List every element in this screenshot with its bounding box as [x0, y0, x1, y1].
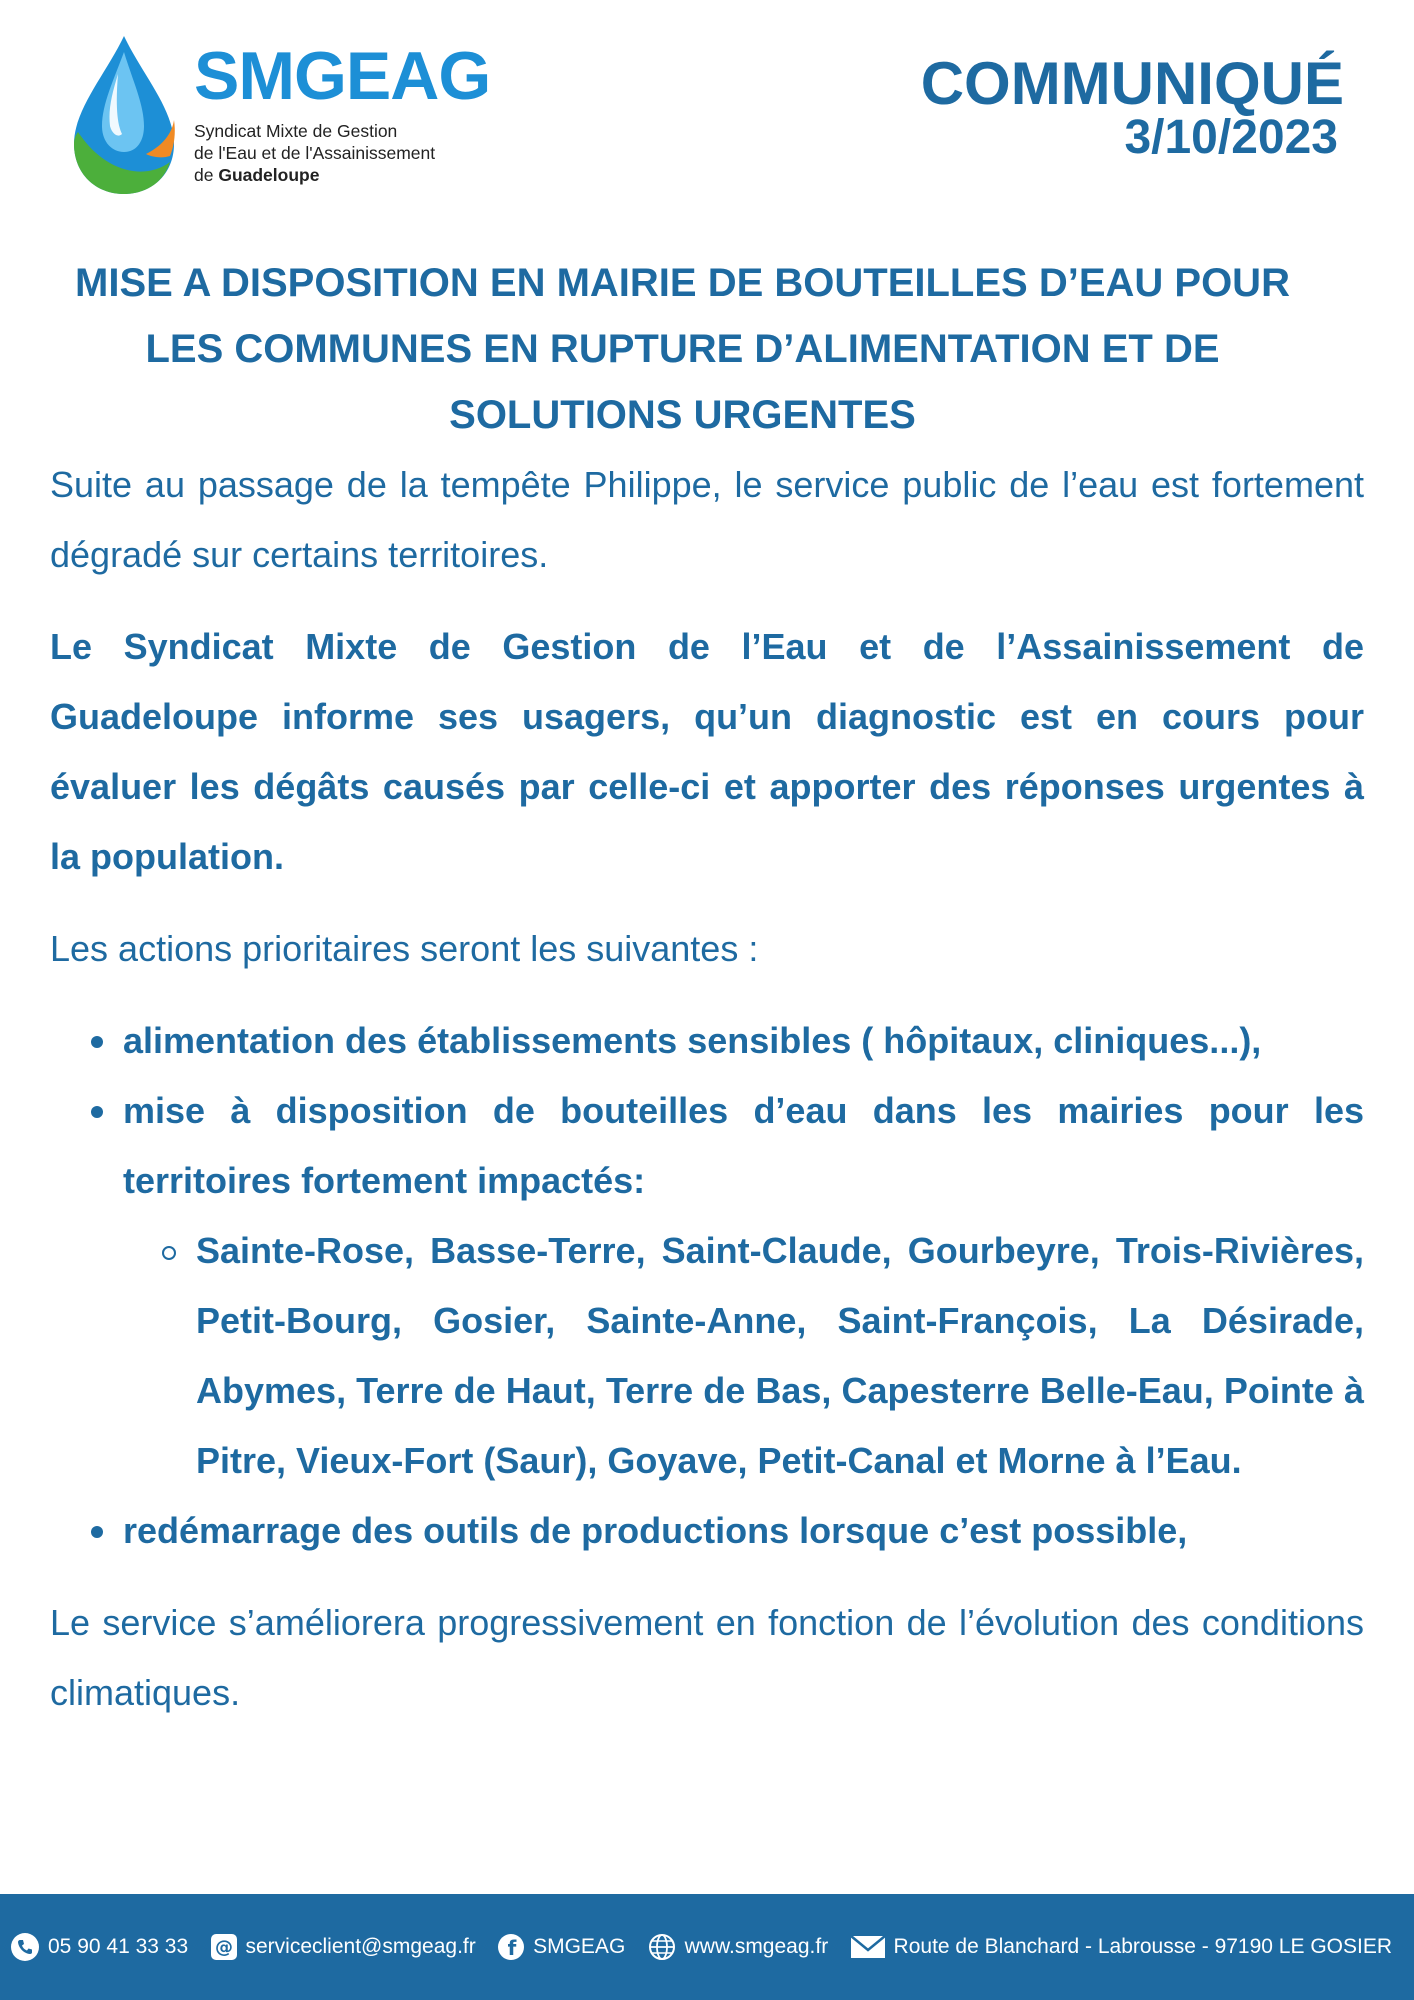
- body-content: [50, 450, 1364, 1750]
- globe-icon: [647, 1932, 677, 1962]
- brand-subtitle-line: [194, 164, 484, 186]
- footer-facebook-text: SMGEAG: [533, 1935, 626, 1958]
- communique-date: 3/10/2023: [1124, 111, 1338, 164]
- footer-bar: [0, 1894, 1414, 2000]
- logo: [66, 34, 491, 204]
- communes-item: Sainte-Rose, Basse-Terre, Saint-Claude, Gourbeyre, Trois-Rivières, Petit-Bourg, Gosier, Sainte-Anne, Saint-François, La Désirade, Abymes, Terre de Haut, Terre de Bas, Capesterre Belle-Eau, Pointe à Pitre, Vieux-Fort (Saur), Goyave, Petit-Canal et Morne à l’Eau.: [196, 1216, 1364, 1496]
- brand-subtitle-line: de l'Eau et de l'Assainissement: [194, 143, 436, 163]
- footer-phone-text: 05 90 41 33 33: [48, 1935, 189, 1958]
- title-line: LES COMMUNES EN RUPTURE D’ALIMENTATION ET DE: [145, 327, 1220, 371]
- svg-text:f: f: [507, 1936, 517, 1960]
- mail-icon: [850, 1934, 886, 1960]
- footer-website-text: www.smgeag.fr: [684, 1935, 829, 1958]
- footer-email-text: serviceclient@smgeag.fr: [245, 1935, 476, 1958]
- list-item: alimentation des établissements sensibles ( hôpitaux, cliniques...),: [123, 1006, 1364, 1076]
- intro-paragraph: Suite au passage de la tempête Philippe, le service public de l’eau est fortement dégradé sur certains territoires.: [50, 464, 1364, 575]
- list-item: redémarrage des outils de productions lorsque c’est possible,: [123, 1496, 1364, 1566]
- closing-paragraph: Le service s’améliorera progressivement en fonction de l’évolution des conditions climatiques.: [50, 1602, 1364, 1713]
- list-item: [123, 1076, 1364, 1496]
- brand-subtitle-prefix: de: [194, 165, 219, 185]
- footer-address-text: Route de Blanchard - Labrousse - 97190 LE GOSIER: [893, 1935, 1392, 1958]
- title-line: SOLUTIONS URGENTES: [449, 393, 916, 437]
- list-item-text: mise à disposition de bouteilles d’eau dans les mairies pour les territoires fortement impactés:: [123, 1090, 1364, 1201]
- communique-title: COMMUNIQUÉ: [920, 50, 1344, 117]
- footer-address: [850, 1934, 1392, 1960]
- page-title: [30, 250, 1335, 448]
- actions-intro: Les actions prioritaires seront les suivantes :: [50, 928, 759, 969]
- svg-text:@: @: [214, 1937, 233, 1958]
- water-drop-logo-icon: [66, 34, 184, 199]
- phone-icon: [10, 1932, 40, 1962]
- footer-website[interactable]: [647, 1932, 829, 1962]
- communes-list: [123, 1216, 1364, 1496]
- brand-subtitle-region: Guadeloupe: [218, 165, 320, 185]
- title-line: MISE A DISPOSITION EN MAIRIE DE BOUTEILLES D’EAU POUR: [75, 261, 1290, 305]
- brand-subtitle-line: Syndicat Mixte de Gestion: [194, 121, 398, 141]
- actions-list: [50, 1006, 1364, 1566]
- facebook-icon: [497, 1933, 525, 1961]
- brand-subtitle: [194, 120, 484, 186]
- footer-email[interactable]: [210, 1933, 476, 1961]
- statement-paragraph: Le Syndicat Mixte de Gestion de l’Eau et de l’Assainissement de Guadeloupe informe ses usagers, qu’un diagnostic est en cours pour évaluer les dégâts causés par celle-ci et apporter des réponses urgentes à la population.: [50, 626, 1364, 877]
- footer-facebook[interactable]: [497, 1933, 625, 1961]
- footer-phone[interactable]: [10, 1932, 188, 1962]
- brand-name: SMGEAG: [194, 38, 491, 114]
- at-icon: [210, 1933, 238, 1961]
